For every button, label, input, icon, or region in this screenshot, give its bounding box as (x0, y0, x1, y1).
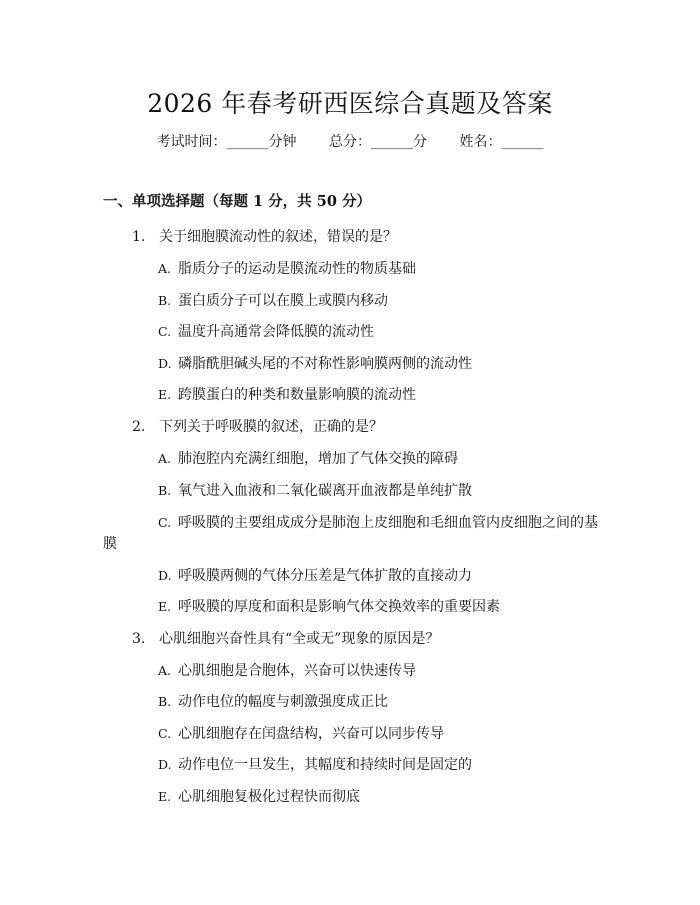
option-text: 温度升高通常会降低膜的流动性 (178, 324, 374, 340)
option-letter: A. (158, 663, 172, 678)
option-text: 蛋白质分子可以在膜上或膜内移动 (178, 293, 388, 309)
option-text: 跨膜蛋白的种类和数量影响膜的流动性 (178, 387, 416, 403)
option-1d (158, 353, 472, 373)
section-title: 一、单项选择题（每题 1 分，共 50 分） (103, 193, 371, 210)
option-3e (158, 786, 360, 806)
option-letter: E. (158, 387, 172, 402)
option-letter: C. (158, 324, 172, 339)
option-letter: D. (158, 757, 172, 772)
option-2d (158, 565, 472, 585)
exam-meta (0, 131, 700, 151)
option-letter: B. (158, 293, 172, 308)
exam-score-field: 总分：______分 (329, 134, 427, 150)
question-text: 心肌细胞兴奋性具有“全或无”现象的原因是？ (159, 631, 440, 647)
option-text: 呼吸膜的厚度和面积是影响气体交换效率的重要因素 (178, 599, 500, 615)
option-1a (158, 258, 416, 278)
option-letter: B. (158, 483, 172, 498)
option-letter: A. (158, 261, 172, 276)
question-text: 下列关于呼吸膜的叙述，正确的是？ (159, 419, 383, 435)
option-3c (158, 723, 444, 743)
option-text: 心肌细胞存在闰盘结构，兴奋可以同步传导 (178, 726, 444, 742)
question-number: 3. (132, 631, 146, 647)
option-text: 呼吸膜两侧的气体分压差是气体扩散的直接动力 (178, 568, 472, 584)
option-letter: D. (158, 356, 172, 371)
option-text: 脂质分子的运动是膜流动性的物质基础 (178, 261, 416, 277)
question-text: 关于细胞膜流动性的叙述，错误的是？ (159, 229, 397, 245)
option-2b (158, 480, 472, 500)
option-2c (158, 512, 598, 532)
question-3 (132, 628, 439, 648)
option-text: 动作电位一旦发生，其幅度和持续时间是固定的 (178, 757, 472, 773)
question-number: 2. (132, 419, 146, 435)
exam-time-field: 考试时间：______分钟 (156, 134, 297, 150)
option-2a (158, 448, 458, 468)
option-3d (158, 754, 472, 774)
option-text: 肺泡腔内充满红细胞，增加了气体交换的障碍 (178, 451, 458, 467)
option-letter: C. (158, 515, 172, 530)
question-number: 1. (132, 229, 146, 245)
option-text: 心肌细胞复极化过程快而彻底 (178, 789, 360, 805)
option-1c (158, 321, 374, 341)
option-letter: A. (158, 451, 172, 466)
option-2e (158, 596, 500, 616)
question-2 (132, 416, 383, 436)
option-text: 动作电位的幅度与刺激强度成正比 (178, 694, 388, 710)
question-1 (132, 226, 397, 246)
option-text: 呼吸膜的主要组成成分是肺泡上皮细胞和毛细血管内皮细胞之间的基 (178, 515, 598, 531)
option-3a (158, 660, 416, 680)
option-text: 氧气进入血液和二氧化碳离开血液都是单纯扩散 (178, 483, 472, 499)
option-letter: D. (158, 568, 172, 583)
option-text: 磷脂酰胆碱头尾的不对称性影响膜两侧的流动性 (178, 356, 472, 372)
option-letter: E. (158, 789, 172, 804)
option-letter: B. (158, 694, 172, 709)
option-text: 心肌细胞是合胞体，兴奋可以快速传导 (178, 663, 416, 679)
option-2c-wrap: 膜 (103, 536, 117, 552)
option-letter: C. (158, 726, 172, 741)
option-1e (158, 384, 416, 404)
option-letter: E. (158, 599, 172, 614)
exam-name-field: 姓名：______ (459, 134, 544, 150)
exam-title: 2026 年春考研西医综合真题及答案 (147, 89, 553, 118)
option-3b (158, 691, 388, 711)
option-1b (158, 290, 388, 310)
